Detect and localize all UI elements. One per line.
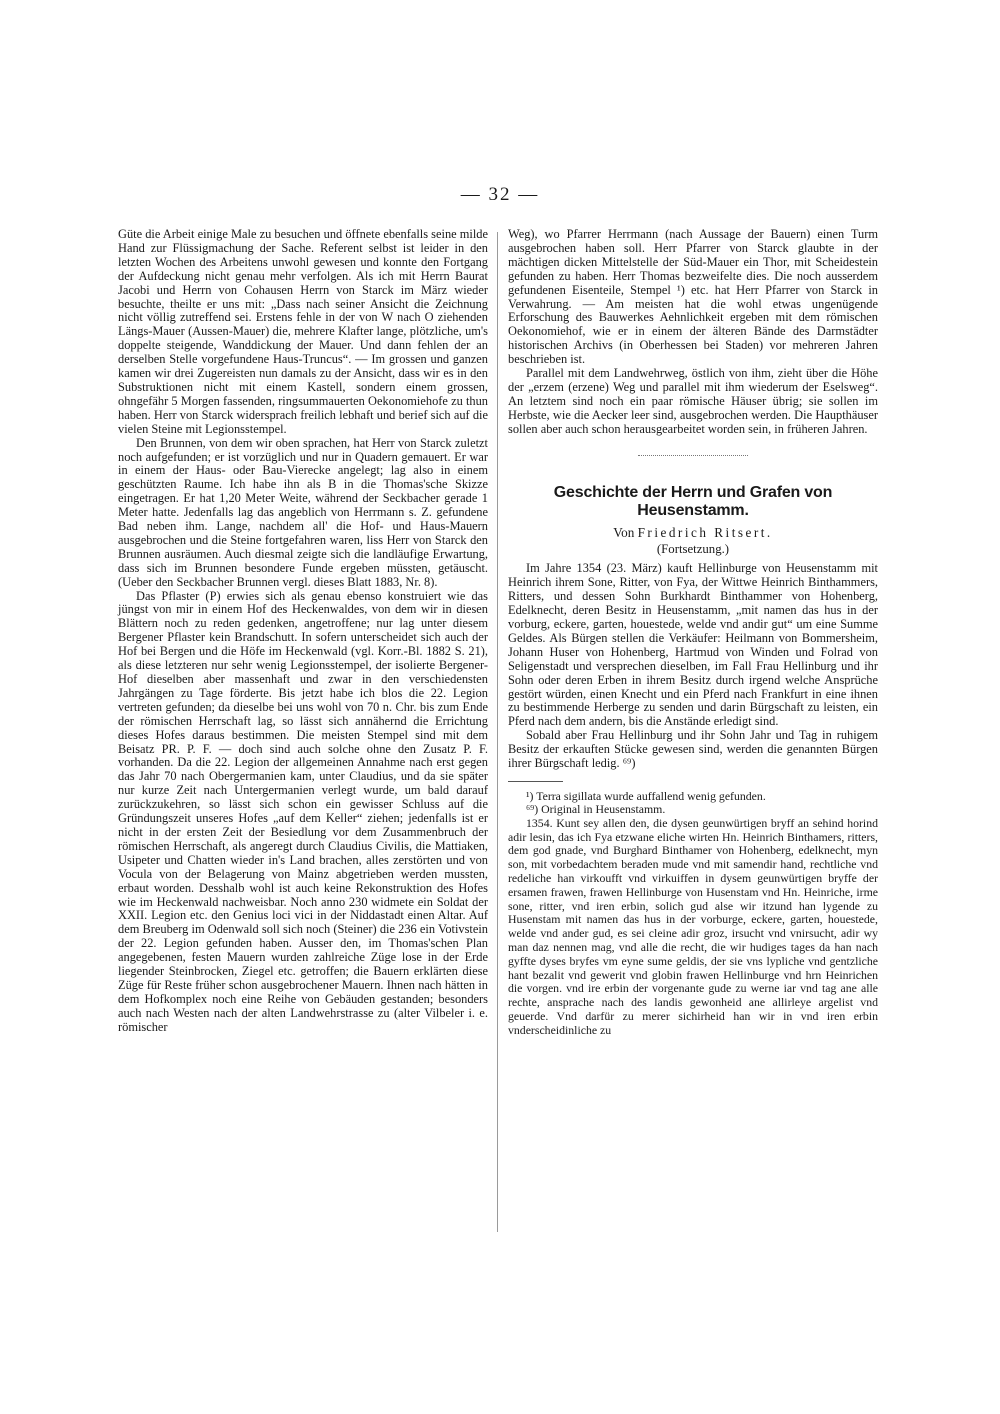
footnote-rule	[508, 781, 563, 782]
column-divider	[497, 232, 498, 1232]
right-paragraph-2: Parallel mit dem Landwehrweg, östlich von ihm, zieht über die Höhe der „erzem (erzene) Weg und parallel mit ihm wiederum der Eselsweg“. An letztem sind noch ein paar römische Häuser übrig; sie sollen im Herbste, wie die Aecker leer sind, ausgebrochen werden. Die Haupthäuser sollen aber auch schon herausgearbeitet worden sein, in früheren Jahren.	[508, 366, 878, 436]
document-quote	[508, 817, 878, 1038]
article-title: Geschichte der Herrn und Grafen von Heusenstamm.	[553, 483, 833, 519]
footnote-1: ¹) Terra sigillata wurde auffallend wenig gefunden.	[526, 789, 766, 803]
article-author	[508, 526, 878, 540]
footnote-2: ⁶⁹) Original in Heusenstamm.	[526, 802, 666, 817]
article-paragraph-1: Im Jahre 1354 (23. März) kauft Hellinburge von Heusenstamm mit Heinrich ihrem Sone, Ritter, von Fya, der Wittwe Heinrich Binthammers, Ritters, und dessen Sohn Burkhardt Binthammer von Hohenberg, Edelknecht, deren Besitz in Heusenstamm, „mit namen das hus in der vorburg, eckere, garten, houestede, welde vnd andir gut“ um eine Summe Geldes. Als Bürgen stellen die Verkäufer: Heilmann von Bommersheim, Johann Huser von Hohenberg, Hartmud von Winden und Folrad von Seligenstadt und versprechen dieselben, im Fall Frau Hellinburg und ihr Sohn oder deren Erben in ihrem Besitz durch irgend welche Ansprüche gestört würden, einen Knecht und ein Pferd nach Frankfurt in eine ihnen zu bestimmende Herberge zu senden und darin Bürgschaft zu leisten, ein Pferd nach dem andern, bis die Anstände erledigt sind.	[508, 561, 878, 729]
right-paragraph-1: Weg), wo Pfarrer Herrmann (nach Aussage der Bauern) einen Turm ausgebrochen haben soll. Herr Pfarrer von Starck glaubte in der mächtigen dicken Mittelstelle der Süd-Mauer ein Thor, mit Scheidestein gefunden zu haben. Herr Thomas bezweifelte dies. Die noch ausserdem gefundenen Eisenteile, Stempel ¹) etc. hat Herr Pfarrer von Starck in Verwahrung. — Am meisten hat die wohl etwas ungenügende Erforschung des Bauwerkes Aehnlichkeit ergeben mit dem römischen Oekonomiehof, wie er in einem der älteren Bände des Darmstädter historischen Archivs (in Oberhessen bei Staden) vor mehreren Jahren beschrieben ist.	[508, 227, 878, 367]
left-paragraph-1: Güte die Arbeit einige Male zu besuchen und öffnete ebenfalls seine milde Hand zur Flüssigmachung der Sache. Referent selbst ist leider in den letzten Wochen des Arbeitens unwohl gewesen und konnte den Fortgang der Aufdeckung nicht genau mehr verfolgen. Als ich mit Herrn Baurat Jacobi und Herrn von Cohausen Herrn von Starck im März wieder besuchte, theilte er uns mit: „Dass nach seiner Ansicht die Zeichnung nicht völlig zutreffend sei. Erstens fehle in der von W nach O ziehenden Längs-Mauer (Aussen-Mauer) die, mehrere Klafter lange, plötzliche, um's doppelte steigende, Wanddickung der Mauer. Und dann fehlen der an derselben Stelle vorgefundene Haus-Truncus“. — Im grossen und ganzen kamen wir drei Zugereisten nun damals zu der Ansicht, dass wir es in den Substruktionen nicht mit einem Kastell, sondern einem grossen, ohngefähr 5 Morgen fassenden, ringsummauerten Oekonomiehofe zu thun haben. Herr von Starck widersprach freilich lebhaft und berief sich auf die vielen Steine mit Legionsstempel.	[118, 227, 488, 436]
article-continued: (Fortsetzung.)	[656, 541, 730, 556]
right-column	[508, 228, 878, 1038]
left-column	[118, 228, 488, 1035]
section-separator	[638, 455, 748, 456]
document-quote-text: 1354. Kunt sey allen den, die dysen geunwürtigen bryff an sehind horind adir lesin, das ich Fya etzwane eliche wirten Hn. Heinrich Binthamers, ritters, dem god gnade, vnd Burghard Binthamer von Hohenberg, edelknecht, myn son, mit vorbedachtem beraden mude vnd mit samendir hand, rechtliche vnd redeliche han virkoufft vnd virkuiffen in dysem geunwürtigen bryffe der ersamen frawen, frawen Hellinburge von Husenstam vnd Hn. Heinriche, irme sone, ritter, vnd iren erbin, solich gud alse wir itzund han lygende zu Husenstam mit namen das hus in der vorburge, eckere, garten, houestede, welde vnd ander gud, es sei cleine adir groz, irsucht vnd vnirsucht, adir wy man daz nennen mag, vnd alle die recht, die wir hudiges tages da han nach gyffte dyses bryfes vm eyne sume geldis, der sie vns lypliche vnd gentzliche hant bezalit vnd gewerit vnd globin frawen Hellinburge vnd hrn Heinrichen die vorgen. vnd ire erbin der vorgenante gude zu werne iar vnd tag ane alle rechte, ansprache nach des landis gewonheid ane allirleye argelist vnd geuerde. Vnd darfür zu merer sichirheid han wir in vnd iren erbin vnderscheidinliche zu	[508, 815, 878, 1037]
left-paragraph-3: Das Pflaster (P) erwies sich als genau ebenso konstruiert wie das jüngst von mir in einem Hof des Heckenwaldes, von dem wir in diesen Blättern noch zu reden gedenken, angetroffene; nur lag unter diesem Bergener Pflaster kein Brandschutt. In sofern unterscheidet sich auch der Hof bei Bergen und die Höfe im Heckenwald (vgl. Korr.-Bl. 1882 S. 21), als diese letzteren nur sehr wenig Legionsstempel, der isolierte Bergener-Hof dieselben aber massenhaft und zwar in den verschiedensten Jahrgängen zu Tage förderte. Bis jetzt habe ich blos die 22. Legion vertreten gefunden; da dieselbe bei uns wohl von 70 n. Chr. bis zum Ende der römischen Herrschaft lag, so lässt sich annähernd die Errichtung dieses Hofes daraus bestimmen. Die meisten Stempel sind mit dem Beisatz PR. P. F. — doch sind auch solche ohne den Zusatz P. F. vorhanden. Da die 22. Legion der allgemeinen Annahme nach erst gegen das Jahr 70 nach Obergermanien kam, unter Claudius, und da sie später nur kurze Zeit nach Untergermanien verlegt wurde, um bald darauf zurückzukehren, so lässt sich schon ein gewisser Schluss auf die Gründungszeit unseres Hofes „auf dem Keller“ ziehen; jedenfalls ist er nicht in der ersten Zeit der Besiedlung vor dem Zusammenbruch der römischen Herrschaft, als angeregt durch Claudius Civilis, die Mattiaken, Usipeter und Chatten wieder in's Land brachen, alles zerstörten und von Vocula von der Belagerung von Mainz abgetrieben werden mussten, erbaut worden. Desshalb wohl ist auch keine Rekonstruktion des Hofes wie im Heckenwald nachweisbar. Noch anno 230 widmete ein Soldat der XXII. Legion etc. den Genius loci vici in der Niddastadt einen Altar. Auf dem Breuberg im Odenwald soll sich noch (Steiner) die 236 ein Votivstein der 22. Legion gefunden haben. Ausser den, im Thomas'schen Plan angegebenen, festen Mauern wurden zahlreiche Züge lose in der Erde liegender Steinbrocken, Ziegel etc. getroffen; die Bauern erklärten diese Züge für Reste früher schon ausgebrochener Mauern. Ihnen nach hätten in dem Hofkomplex noch eine Reihe von Gebäuden gestanden; besonders auch nach Westen nach der alten Landwehrstrasse zu (alter Vilbeler i. e. römischer	[118, 588, 488, 1034]
author-prefix: Von	[613, 524, 635, 540]
left-paragraph-2: Den Brunnen, von dem wir oben sprachen, hat Herr von Starck zuletzt noch aufgefunden; er ist vorzüglich und nur in Quadern gemauert. Er war in einem der Haus- oder Bau-Vierecke angelegt; lag also in einem geschützten Raume. Ich habe ihn als B in die Thomas'sche Skizze eingetragen. Er hat 1,20 Meter Weite, während der Seckbacher gerade 1 Meter hatte. Jedenfalls lag das angeblich von Herrmann s. Z. gefundene Bad neben ihm. Lange, nachdem all' die Hof- und Haus-Mauern ausgebrochen und die Steine fortgefahren waren, liss Herr von Starck den Brunnen ausräumen. Auch diesmal zeigte sich die landläufige Erwartung, dass sich im Brunnen besondere Funde ergeben müssten, getäuscht. (Ueber den Seckbacher Brunnen vergl. dieses Blatt 1883, Nr. 8).	[118, 435, 488, 589]
author-name: Friedrich Ritsert.	[637, 524, 773, 540]
page-number: — 32 —	[460, 184, 540, 205]
article-paragraph-2: Sobald aber Frau Hellinburg und ihr Sohn Jahr und Tag in ruhigem Besitz der erkauften Stücke gewesen sind, werden die genannten Bürgen ihrer Bürgschaft ledig. ⁶⁹)	[508, 728, 878, 771]
